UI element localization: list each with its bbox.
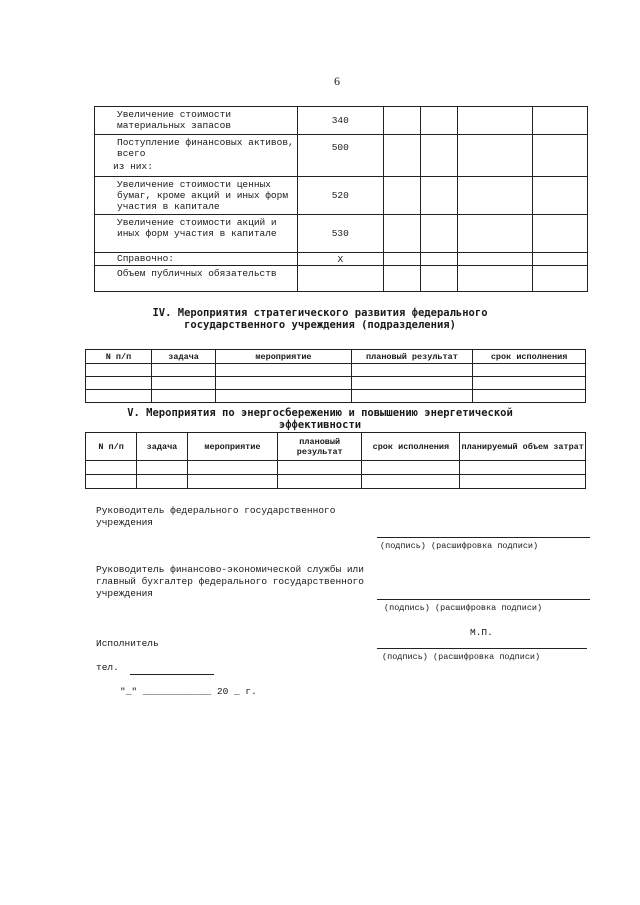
col-header: мероприятие <box>187 433 277 461</box>
col-header: задача <box>137 433 188 461</box>
row-name: Объем публичных обязательств <box>95 266 298 292</box>
row-code: 340 <box>298 107 383 135</box>
date-field: "_" ____________ 20 _ г. <box>120 686 257 697</box>
phone-line <box>130 674 214 675</box>
row-name: Увеличение стоимости ценных бумаг, кроме акций и иных форм участия в капитале <box>95 177 298 215</box>
col-header: планируемый объем затрат <box>460 433 586 461</box>
table-row <box>95 107 588 135</box>
table-row <box>86 377 586 390</box>
col-header: N п/п <box>86 433 137 461</box>
table-row <box>95 266 588 292</box>
row-code <box>298 266 383 292</box>
signature-line <box>377 648 587 649</box>
row-name: Увеличение стоимости материальных запасов <box>95 107 298 135</box>
col-header: срок исполнения <box>362 433 460 461</box>
finance-signatory-label: Руководитель финансово-экономической службы или главный бухгалтер федерального государственного учреждения <box>96 564 364 599</box>
row-name: Справочно: <box>95 253 298 266</box>
row-code: 500 <box>298 135 383 177</box>
signature-line <box>377 537 590 538</box>
row-name: Увеличение стоимости акций и иных форм участия в капитале <box>95 215 298 253</box>
row-code: X <box>298 253 383 266</box>
table-row <box>86 390 586 403</box>
row-code: 520 <box>298 177 383 215</box>
signature-caption: (подпись) (расшифровка подписи) <box>384 603 543 613</box>
col-header: задача <box>151 350 215 364</box>
signature-caption: (подпись) (расшифровка подписи) <box>380 541 539 551</box>
phone-label: тел. <box>96 662 119 673</box>
section-5-title: V. Мероприятия по энергосбережению и повышению энергетической эффективности <box>127 407 513 431</box>
signature-caption: (подпись) (расшифровка подписи) <box>382 652 541 662</box>
signature-line <box>377 599 590 600</box>
row-name: Поступление финансовых активов, всего <box>117 137 294 159</box>
financial-table <box>94 106 588 292</box>
executor-label: Исполнитель <box>96 638 159 649</box>
table-row <box>86 475 586 489</box>
table-header-row <box>86 433 586 461</box>
table-row <box>86 364 586 377</box>
table-row <box>95 177 588 215</box>
strategic-table <box>85 349 586 403</box>
row-code: 530 <box>298 215 383 253</box>
head-signatory-label: Руководитель федерального государственного учреждения <box>96 505 336 528</box>
table-row <box>95 135 588 177</box>
stamp-place: М.П. <box>470 627 493 638</box>
col-header: мероприятие <box>216 350 351 364</box>
energy-table <box>85 432 586 489</box>
table-row <box>95 253 588 266</box>
col-header: плановый результат <box>351 350 473 364</box>
table-header-row <box>86 350 586 364</box>
table-row <box>95 215 588 253</box>
col-header: N п/п <box>86 350 152 364</box>
col-header: плановый результат <box>278 433 362 461</box>
col-header: срок исполнения <box>473 350 586 364</box>
page-number: 6 <box>334 74 340 88</box>
section-4-title: IV. Мероприятия стратегического развития федерального государственного учреждения (подразделения) <box>152 307 488 331</box>
row-sub: из них: <box>113 161 153 172</box>
table-row <box>86 461 586 475</box>
